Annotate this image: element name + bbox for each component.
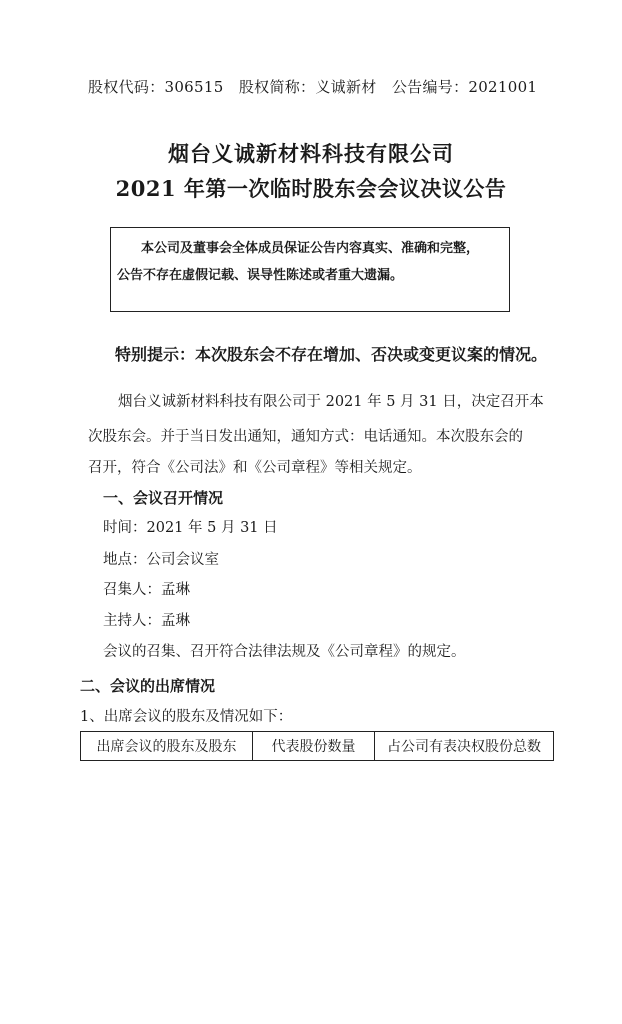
meeting-host: 主持人：孟琳	[103, 613, 190, 629]
table-header-row	[81, 732, 554, 761]
announcement-title: 2021 年第一次临时股东会会议决议公告	[115, 176, 507, 201]
table-header-cell: 出席会议的股东及股东	[81, 732, 253, 761]
meeting-place: 地点：公司会议室	[103, 552, 219, 568]
meeting-time: 时间：2021 年 5 月 31 日	[103, 520, 278, 536]
compliance-statement: 会议的召集、召开符合法律法规及《公司章程》的规定。	[103, 644, 466, 660]
disclaimer-line-2: 公告不存在虚假记载、误导性陈述或者重大遗漏。	[117, 268, 404, 283]
company-title: 烟台义诚新材料科技有限公司	[168, 141, 454, 166]
attendance-table	[80, 731, 554, 761]
intro-line-2: 次股东会。并于当日发出通知，通知方式：电话通知。本次股东会的	[88, 429, 523, 445]
section-2-heading: 二、会议的出席情况	[80, 677, 216, 695]
table-header-cell: 代表股份数量	[253, 732, 375, 761]
table-header-cell: 占公司有表决权股份总数	[375, 732, 554, 761]
meeting-convener: 召集人：孟琳	[103, 582, 190, 598]
intro-line-1: 烟台义诚新材料科技有限公司于 2021 年 5 月 31 日，决定召开本	[118, 394, 544, 410]
section-2-subheading: 1、出席会议的股东及情况如下：	[80, 709, 293, 725]
announcement-header: 股权代码：306515 股权简称：义诚新材 公告编号：2021001	[88, 78, 538, 96]
intro-line-3: 召开，符合《公司法》和《公司章程》等相关规定。	[88, 460, 422, 476]
section-1-heading: 一、会议召开情况	[103, 489, 224, 507]
special-note: 特别提示：本次股东会不存在增加、否决或变更议案的情况。	[115, 345, 548, 364]
disclaimer-box	[110, 227, 510, 312]
disclaimer-line-1: 本公司及董事会全体成员保证公告内容真实、准确和完整，	[141, 241, 480, 256]
